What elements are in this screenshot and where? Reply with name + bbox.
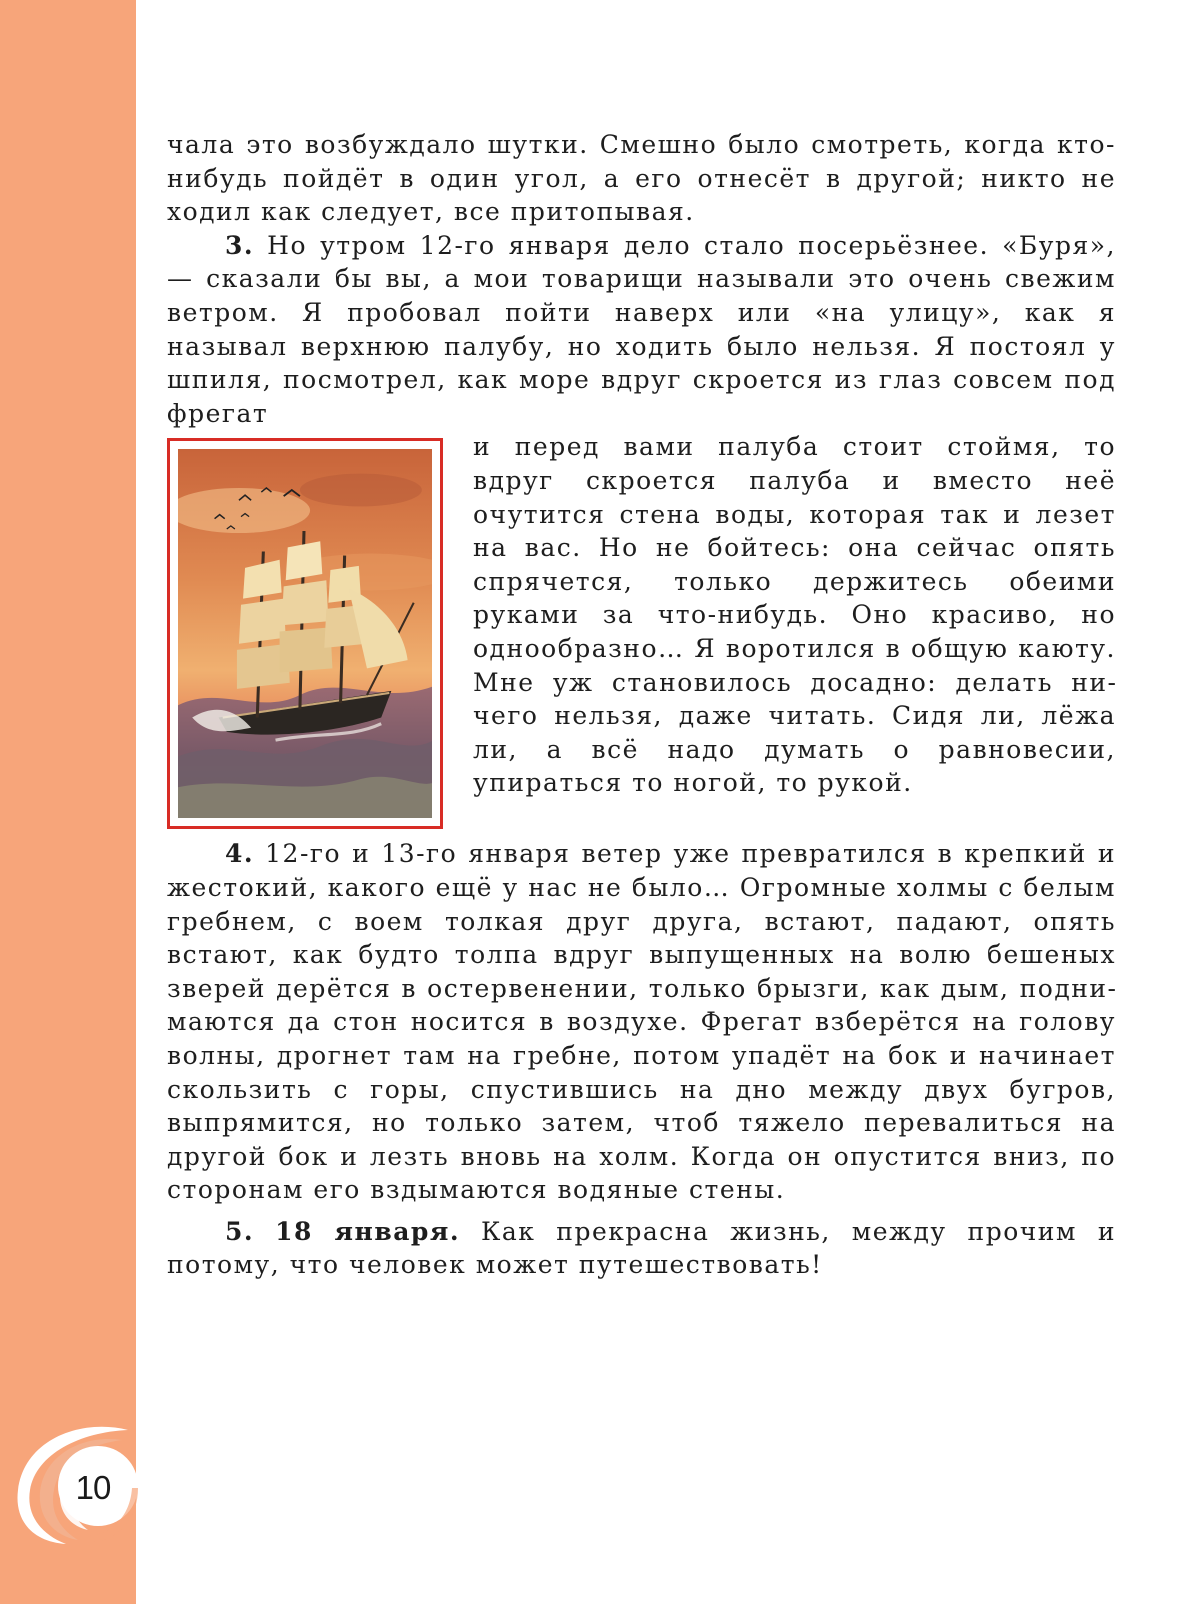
paragraph-3 <box>167 229 1116 431</box>
paragraph-4 <box>167 837 1116 1207</box>
paragraph-text: Как прекрасна жизнь, между прочим и потому, что человек может путешествовать! <box>167 1216 1117 1280</box>
paragraph-text: 12-го и 13-го января ветер уже превратился в крепкий и жестокий, какого ещё у нас не было… Огромные холмы с белым гребнем, с воем толкая друг друга, встают, падают, опять встают, как будто толпа вдруг выпущенных на волю бешеных зверей дерётся в остервенении, только брызги, как дым, поднимаются да стон носится в воздухе. Фрегат взберётся на голову волны, дрогнет там на гребне, потом упадёт на бок и начинает скользить с горы, спустившись на дно между двух бугров, выпрямится, но только затем, чтоб тяжело перевалиться на другой бок и лезть вновь на холм. Когда он опустится вниз, по сторонам его вздымаются водяные стены. <box>167 839 1116 1205</box>
paragraph-text: Но утром 12-го января дело стало посерьёзнее. «Буря», — сказали бы вы, а мои товарищи называли это очень свежим ветром. Я пробовал пойти наверх или «на улицу», как я называл верхнюю палубу, но ходить было нельзя. Я постоял у шпиля, посмотрел, как море вдруг скроется из глаз совсем под фрегат <box>167 230 1116 428</box>
main-text <box>167 128 1116 1282</box>
paragraph-5 <box>167 1215 1116 1282</box>
paragraph-continued: чала это возбуждало шутки. Смешно было смотреть, когда кто-нибудь пойдёт в один угол, а его отнесёт в другой; никто не ходил как следует, все притопывая. <box>167 130 1116 227</box>
section-number: 4. <box>225 839 255 869</box>
section-number: 3. <box>225 230 255 260</box>
date-heading: 18 января. <box>275 1216 461 1246</box>
section-number: 5. <box>225 1216 255 1246</box>
paragraph-3-wrapped: и перед вами палуба стоит стоймя, то вдруг скроется палуба и вместо неё очутится стена воды, которая так и лезет на вас. Но не бойтесь: она сейчас опять спрячется, только держитесь обеими руками за что-нибудь. Оно красиво, но однообразно… Я воротился в общую каюту. Мне уж становилось досадно: делать ничего нельзя, даже читать. Сидя ли, лёжа ли, а всё надо думать о равновесии, упираться то ногой, то рукой. <box>473 432 1116 798</box>
sailing-ship-image <box>178 449 432 818</box>
left-margin-band <box>0 0 136 1604</box>
page-number: 10 <box>75 1469 111 1506</box>
ship-illustration <box>167 438 443 829</box>
